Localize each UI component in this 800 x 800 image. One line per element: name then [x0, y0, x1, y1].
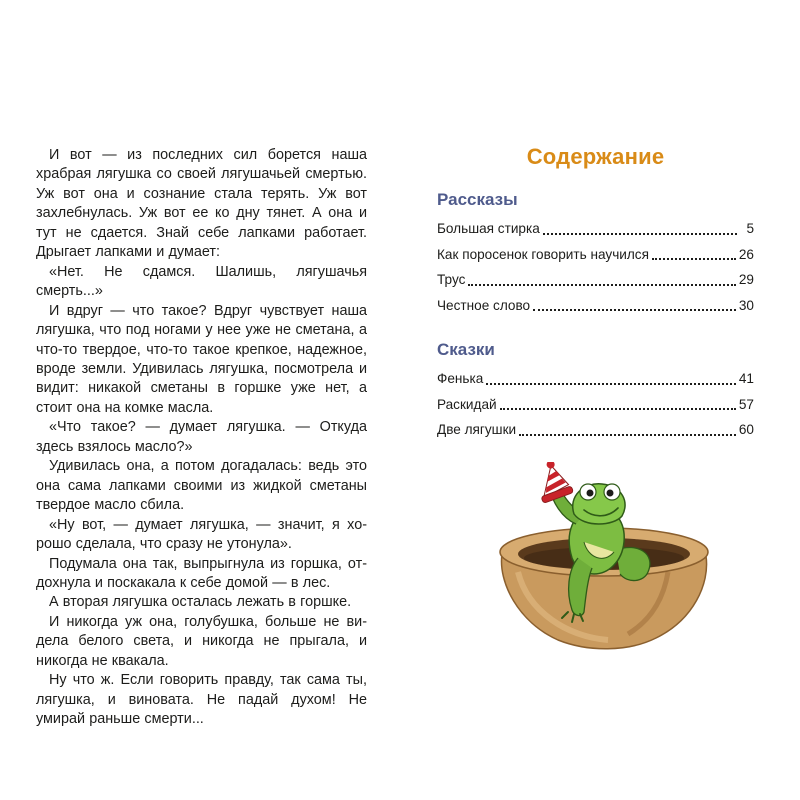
toc-entry[interactable]	[437, 392, 754, 418]
frog-in-pot-icon	[488, 462, 718, 652]
toc-entry[interactable]	[437, 267, 754, 293]
toc-entry-name: Трус	[437, 272, 466, 287]
dot-leader	[519, 434, 736, 436]
toc-entry-page: 5	[746, 221, 754, 236]
dot-leader	[543, 233, 737, 235]
toc-entry[interactable]	[437, 293, 754, 319]
paragraph-8: А вторая лягушка осталась лежать в горшке.	[49, 594, 352, 611]
dot-leader	[500, 408, 736, 410]
paragraph-5: Удивилась она, а потом догадалась: ведь это она сама лапками своими из жидкой сметаны твердое масло сбила.	[36, 458, 367, 514]
toc-entry-name: Большая стирка	[437, 221, 540, 236]
toc-title: Содержание	[526, 144, 665, 169]
striped-cap	[530, 462, 573, 503]
toc-section-list	[437, 366, 754, 443]
paragraph-4: «Что такое? — думает лягушка. — Откуда здесь взялось масло?»	[36, 419, 367, 455]
toc-entry-name: Две лягушки	[437, 422, 517, 437]
toc-section-list	[437, 216, 754, 318]
dot-leader	[468, 284, 735, 286]
table-of-contents	[437, 140, 754, 443]
dot-leader	[652, 258, 736, 260]
paragraph-10: Ну что ж. Если говорить правду, так сама ты, лягушка, и виновата. Не падай духом! Не умирай раньше смерти...	[36, 672, 367, 728]
toc-entry-page: 30	[738, 297, 754, 313]
paragraph-6: «Ну вот, — думает лягушка, — значит, я хорошо сделала, что сразу не утонула».	[36, 516, 367, 553]
toc-entry-page: 26	[738, 246, 754, 262]
toc-entry[interactable]	[437, 216, 754, 242]
toc-entry-page: 57	[738, 396, 754, 412]
dot-leader	[533, 309, 736, 311]
toc-entry[interactable]	[437, 417, 754, 443]
toc-entry-page: 29	[738, 272, 754, 287]
paragraph-2: «Нет. Не сдамся. Шалишь, лягушачья смерть...»	[36, 263, 367, 300]
toc-entry-name: Честное слово	[437, 297, 531, 313]
toc-section-title: Сказки	[437, 340, 495, 359]
paragraph-7: Подумала она так, выпрыгнула из горшка, отдохнула и поскакала к себе домой — в лес.	[36, 555, 367, 591]
toc-entry-name: Раскидай	[437, 396, 497, 412]
toc-entry-page: 41	[738, 371, 754, 386]
toc-entry-name: Фенька	[437, 371, 484, 386]
toc-section-title: Рассказы	[437, 190, 518, 209]
left-page-text	[36, 146, 367, 730]
toc-entry-page: 60	[738, 422, 754, 437]
dot-leader	[486, 383, 736, 385]
paragraph-1: И вот — из последних сил борется наша храбрая лягушка со своей лягушачьей смертью. Уж вот она и сознание стала терять. Уж вот захлебнулась. Уж вот ее ко дну тянет. А она и тут не сдается. Знай себе лапками работает. Дрыгает лапками и думает:	[36, 147, 367, 261]
toc-entry[interactable]	[437, 242, 754, 268]
toc-entry[interactable]	[437, 366, 754, 392]
paragraph-3: И вдруг — что такое? Вдруг чувствует наша лягушка, что под ногами у нее уже не сметана, а что-то твердое, что-то такое крепкое, надежное, вроде земли. Удивилась лягушка, посмотрела и видит: никакой сметаны в горшке уже нет, а стоит она на комке масла.	[36, 302, 367, 416]
toc-entry-name: Как поросенок говорить научился	[437, 246, 649, 262]
paragraph-9: И никогда уж она, голубушка, больше не видела белого света, и никогда не прыгала, и никогда не квакала.	[36, 613, 367, 669]
